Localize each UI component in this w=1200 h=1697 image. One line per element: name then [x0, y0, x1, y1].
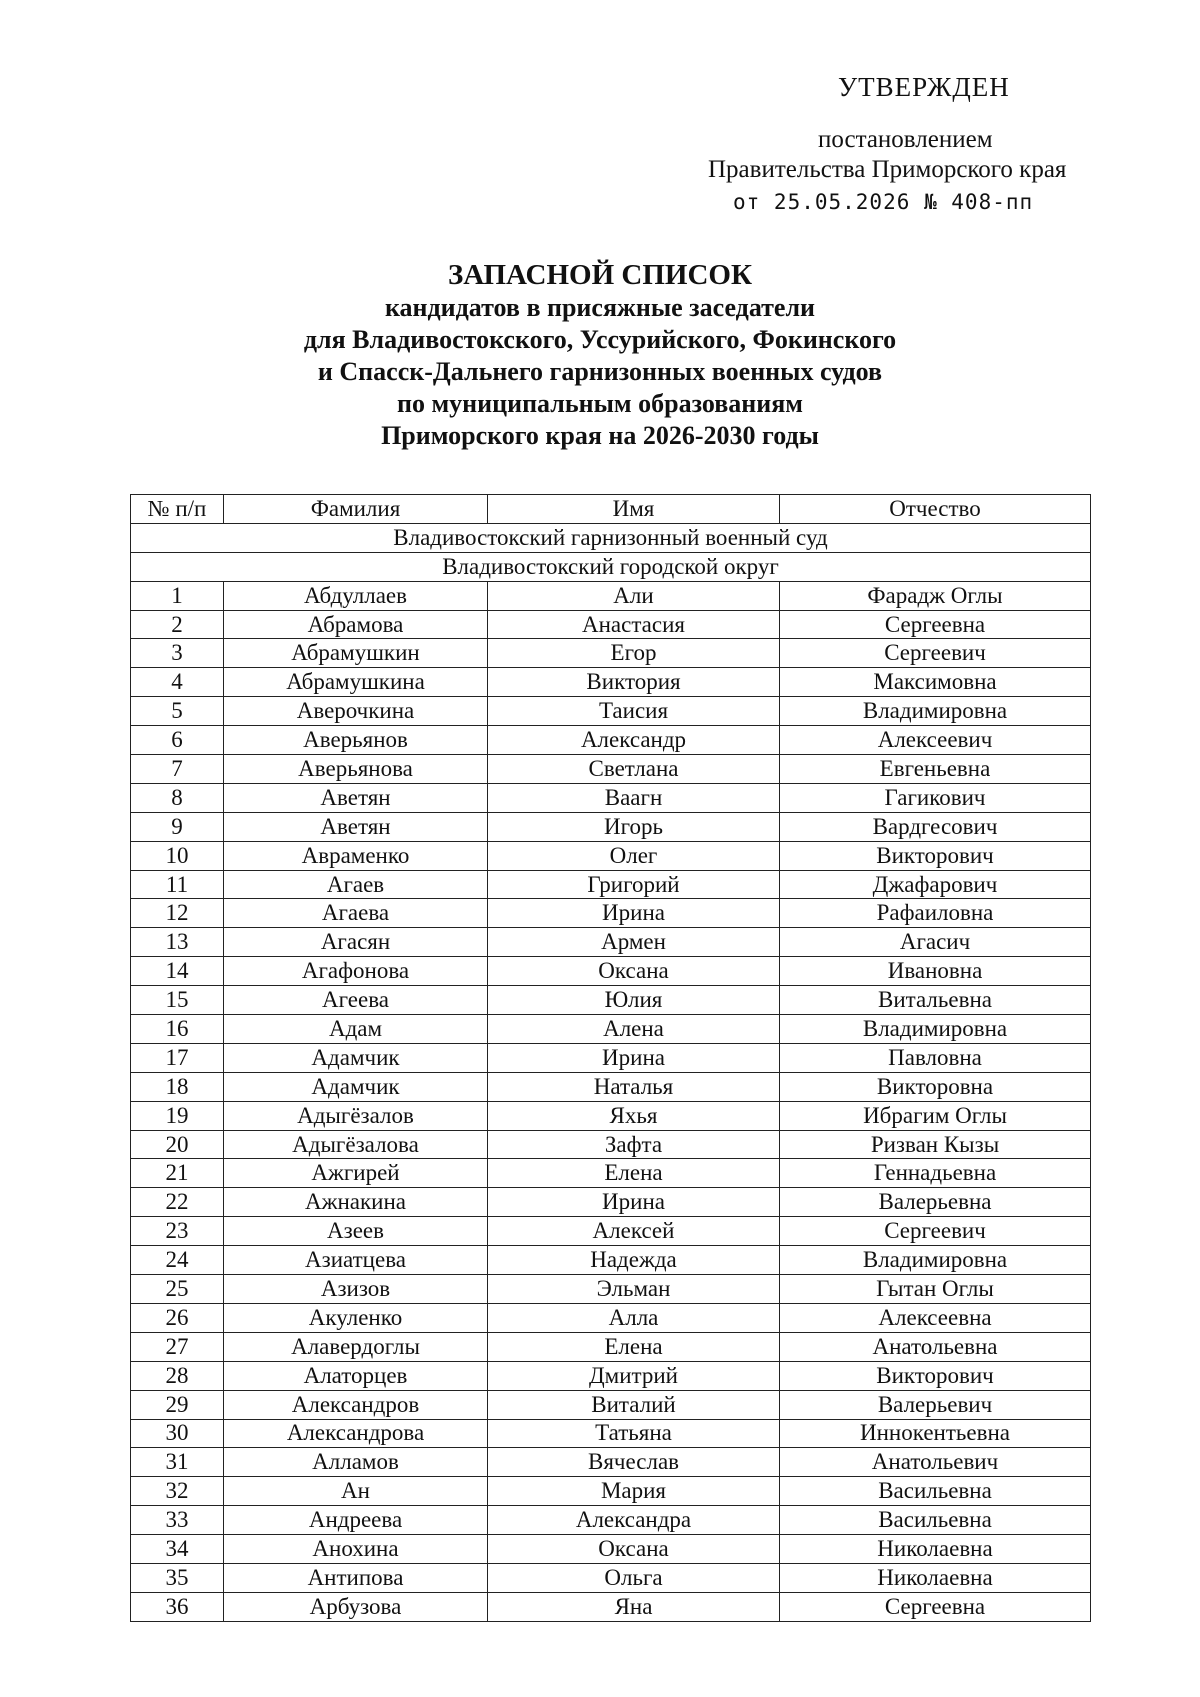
table-row — [131, 610, 1091, 639]
cell-last-name: Агеева — [224, 986, 488, 1015]
table-row — [131, 986, 1091, 1015]
cell-number: 22 — [131, 1188, 224, 1217]
cell-number: 19 — [131, 1101, 224, 1130]
cell-first-name: Елена — [488, 1159, 780, 1188]
cell-first-name: Олег — [488, 841, 780, 870]
cell-last-name: Анохина — [224, 1535, 488, 1564]
cell-last-name: Агасян — [224, 928, 488, 957]
table-row — [131, 1535, 1091, 1564]
cell-first-name: Ольга — [488, 1563, 780, 1592]
cell-number: 36 — [131, 1592, 224, 1621]
cell-last-name: Адамчик — [224, 1072, 488, 1101]
cell-last-name: Абрамова — [224, 610, 488, 639]
cell-number: 25 — [131, 1275, 224, 1304]
cell-first-name: Ирина — [488, 1043, 780, 1072]
cell-first-name: Таисия — [488, 697, 780, 726]
heading-line-5: Приморского края на 2026-2030 годы — [381, 421, 819, 450]
cell-number: 3 — [131, 639, 224, 668]
heading-line-2: для Владивостокского, Уссурийского, Фокинского — [303, 325, 897, 354]
table-row — [131, 957, 1091, 986]
table-row — [131, 870, 1091, 899]
table-row — [131, 1101, 1091, 1130]
cell-number: 33 — [131, 1506, 224, 1535]
approval-by: постановлением — [818, 126, 993, 153]
heading-line-4: по муниципальным образованиям — [396, 389, 804, 418]
cell-last-name: Андреева — [224, 1506, 488, 1535]
cell-patronymic: Агасич — [780, 928, 1091, 957]
table-row — [131, 639, 1091, 668]
cell-last-name: Агафонова — [224, 957, 488, 986]
cell-patronymic: Владимировна — [780, 1015, 1091, 1044]
cell-patronymic: Максимовна — [780, 668, 1091, 697]
cell-patronymic: Ивановна — [780, 957, 1091, 986]
cell-patronymic: Гагикович — [780, 783, 1091, 812]
heading-line-3: и Спасск-Дальнего гарнизонных военных судов — [317, 357, 883, 386]
cell-last-name: Агаева — [224, 899, 488, 928]
table-row — [131, 1477, 1091, 1506]
approval-authority: Правительства Приморского края — [708, 156, 1067, 183]
cell-number: 28 — [131, 1361, 224, 1390]
cell-first-name: Григорий — [488, 870, 780, 899]
cell-last-name: Абрамушкина — [224, 668, 488, 697]
cell-number: 20 — [131, 1130, 224, 1159]
cell-number: 34 — [131, 1535, 224, 1564]
table-row — [131, 812, 1091, 841]
cell-patronymic: Рафаиловна — [780, 899, 1091, 928]
cell-last-name: Аверьянов — [224, 726, 488, 755]
table-row — [131, 1563, 1091, 1592]
cell-first-name: Оксана — [488, 1535, 780, 1564]
table-row — [131, 899, 1091, 928]
cell-patronymic: Валерьевич — [780, 1390, 1091, 1419]
header-first-name: Имя — [488, 495, 780, 524]
cell-patronymic: Сергеевич — [780, 639, 1091, 668]
document-title: ЗАПАСНОЙ СПИСОК — [447, 259, 753, 291]
header-patronymic: Отчество — [780, 495, 1091, 524]
cell-number: 29 — [131, 1390, 224, 1419]
table-row — [131, 726, 1091, 755]
cell-first-name: Виталий — [488, 1390, 780, 1419]
cell-number: 1 — [131, 581, 224, 610]
cell-last-name: Азиатцева — [224, 1246, 488, 1275]
cell-patronymic: Анатольевич — [780, 1448, 1091, 1477]
cell-first-name: Армен — [488, 928, 780, 957]
cell-first-name: Зафта — [488, 1130, 780, 1159]
cell-patronymic: Сергеевич — [780, 1217, 1091, 1246]
cell-first-name: Дмитрий — [488, 1361, 780, 1390]
cell-first-name: Алла — [488, 1303, 780, 1332]
cell-last-name: Аветян — [224, 783, 488, 812]
cell-first-name: Александра — [488, 1506, 780, 1535]
cell-patronymic: Джафарович — [780, 870, 1091, 899]
cell-patronymic: Ибрагим Оглы — [780, 1101, 1091, 1130]
cell-patronymic: Павловна — [780, 1043, 1091, 1072]
cell-first-name: Юлия — [488, 986, 780, 1015]
table-row — [131, 1419, 1091, 1448]
cell-first-name: Игорь — [488, 812, 780, 841]
cell-last-name: Антипова — [224, 1563, 488, 1592]
table-row — [131, 1361, 1091, 1390]
cell-number: 16 — [131, 1015, 224, 1044]
cell-last-name: Абрамушкин — [224, 639, 488, 668]
table-row — [131, 1506, 1091, 1535]
table-row — [131, 1159, 1091, 1188]
table-row — [131, 1303, 1091, 1332]
cell-patronymic: Гытан Оглы — [780, 1275, 1091, 1304]
cell-last-name: Акуленко — [224, 1303, 488, 1332]
candidates-table — [130, 494, 1091, 1622]
cell-last-name: Алламов — [224, 1448, 488, 1477]
table-row — [131, 1015, 1091, 1044]
header-last-name: Фамилия — [224, 495, 488, 524]
table-row — [131, 783, 1091, 812]
cell-number: 5 — [131, 697, 224, 726]
table-row — [131, 928, 1091, 957]
cell-patronymic: Ризван Кызы — [780, 1130, 1091, 1159]
cell-patronymic: Владимировна — [780, 697, 1091, 726]
cell-patronymic: Алексеевна — [780, 1303, 1091, 1332]
cell-patronymic: Николаевна — [780, 1563, 1091, 1592]
cell-number: 26 — [131, 1303, 224, 1332]
cell-last-name: Адамчик — [224, 1043, 488, 1072]
cell-last-name: Адам — [224, 1015, 488, 1044]
cell-first-name: Яна — [488, 1592, 780, 1621]
cell-first-name: Анастасия — [488, 610, 780, 639]
table-row — [131, 1332, 1091, 1361]
table-row — [131, 697, 1091, 726]
cell-patronymic: Витальевна — [780, 986, 1091, 1015]
cell-last-name: Алавердоглы — [224, 1332, 488, 1361]
cell-last-name: Ан — [224, 1477, 488, 1506]
table-row — [131, 1448, 1091, 1477]
cell-patronymic: Вардгесович — [780, 812, 1091, 841]
cell-number: 21 — [131, 1159, 224, 1188]
district-name: Владивостокский городской округ — [131, 552, 1091, 581]
cell-last-name: Арбузова — [224, 1592, 488, 1621]
cell-patronymic: Геннадьевна — [780, 1159, 1091, 1188]
cell-patronymic: Евгеньевна — [780, 755, 1091, 784]
cell-first-name: Али — [488, 581, 780, 610]
cell-first-name: Оксана — [488, 957, 780, 986]
cell-patronymic: Алексеевич — [780, 726, 1091, 755]
cell-number: 14 — [131, 957, 224, 986]
cell-number: 30 — [131, 1419, 224, 1448]
cell-last-name: Азеев — [224, 1217, 488, 1246]
cell-last-name: Азизов — [224, 1275, 488, 1304]
document-number: от 25.05.2026 № 408-пп — [733, 190, 1034, 214]
cell-number: 13 — [131, 928, 224, 957]
cell-last-name: Александрова — [224, 1419, 488, 1448]
cell-patronymic: Иннокентьевна — [780, 1419, 1091, 1448]
cell-number: 15 — [131, 986, 224, 1015]
table-row — [131, 1043, 1091, 1072]
approval-title: УТВЕРЖДЕН — [838, 72, 1010, 102]
cell-first-name: Эльман — [488, 1275, 780, 1304]
cell-number: 31 — [131, 1448, 224, 1477]
table-row — [131, 1246, 1091, 1275]
cell-number: 10 — [131, 841, 224, 870]
cell-last-name: Аверьянова — [224, 755, 488, 784]
cell-patronymic: Фарадж Оглы — [780, 581, 1091, 610]
court-row — [131, 523, 1091, 552]
cell-first-name: Светлана — [488, 755, 780, 784]
cell-number: 7 — [131, 755, 224, 784]
cell-first-name: Виктория — [488, 668, 780, 697]
cell-patronymic: Викторович — [780, 841, 1091, 870]
cell-first-name: Егор — [488, 639, 780, 668]
table-row — [131, 1217, 1091, 1246]
cell-last-name: Ажнакина — [224, 1188, 488, 1217]
cell-number: 17 — [131, 1043, 224, 1072]
table-row — [131, 1592, 1091, 1621]
cell-first-name: Надежда — [488, 1246, 780, 1275]
cell-last-name: Ажгирей — [224, 1159, 488, 1188]
cell-first-name: Татьяна — [488, 1419, 780, 1448]
cell-last-name: Аверочкина — [224, 697, 488, 726]
table-row — [131, 841, 1091, 870]
court-name: Владивостокский гарнизонный военный суд — [131, 523, 1091, 552]
cell-number: 8 — [131, 783, 224, 812]
cell-first-name: Наталья — [488, 1072, 780, 1101]
cell-patronymic: Викторович — [780, 1361, 1091, 1390]
cell-first-name: Яхья — [488, 1101, 780, 1130]
cell-number: 4 — [131, 668, 224, 697]
header-number: № п/п — [131, 495, 224, 524]
cell-number: 12 — [131, 899, 224, 928]
cell-number: 2 — [131, 610, 224, 639]
cell-number: 6 — [131, 726, 224, 755]
cell-first-name: Александр — [488, 726, 780, 755]
cell-first-name: Алена — [488, 1015, 780, 1044]
cell-patronymic: Викторовна — [780, 1072, 1091, 1101]
table-header-row — [131, 495, 1091, 524]
cell-last-name: Агаев — [224, 870, 488, 899]
cell-patronymic: Васильевна — [780, 1506, 1091, 1535]
table-row — [131, 581, 1091, 610]
cell-first-name: Мария — [488, 1477, 780, 1506]
cell-number: 27 — [131, 1332, 224, 1361]
cell-patronymic: Николаевна — [780, 1535, 1091, 1564]
cell-last-name: Александров — [224, 1390, 488, 1419]
heading-line-1: кандидатов в присяжные заседатели — [384, 293, 816, 322]
cell-first-name: Алексей — [488, 1217, 780, 1246]
cell-last-name: Алаторцев — [224, 1361, 488, 1390]
cell-last-name: Аветян — [224, 812, 488, 841]
district-row — [131, 552, 1091, 581]
cell-first-name: Ирина — [488, 1188, 780, 1217]
cell-number: 11 — [131, 870, 224, 899]
cell-number: 35 — [131, 1563, 224, 1592]
cell-last-name: Адыгёзалов — [224, 1101, 488, 1130]
cell-patronymic: Владимировна — [780, 1246, 1091, 1275]
cell-patronymic: Сергеевна — [780, 610, 1091, 639]
document-heading — [0, 258, 1200, 452]
table-row — [131, 1072, 1091, 1101]
cell-patronymic: Васильевна — [780, 1477, 1091, 1506]
table-row — [131, 755, 1091, 784]
cell-first-name: Елена — [488, 1332, 780, 1361]
cell-last-name: Авраменко — [224, 841, 488, 870]
cell-last-name: Абдуллаев — [224, 581, 488, 610]
cell-number: 9 — [131, 812, 224, 841]
table-row — [131, 1390, 1091, 1419]
cell-last-name: Адыгёзалова — [224, 1130, 488, 1159]
cell-first-name: Ирина — [488, 899, 780, 928]
cell-number: 24 — [131, 1246, 224, 1275]
table-row — [131, 1188, 1091, 1217]
table-row — [131, 1275, 1091, 1304]
cell-patronymic: Анатольевна — [780, 1332, 1091, 1361]
table-row — [131, 668, 1091, 697]
table-row — [131, 1130, 1091, 1159]
cell-first-name: Ваагн — [488, 783, 780, 812]
cell-first-name: Вячеслав — [488, 1448, 780, 1477]
cell-number: 32 — [131, 1477, 224, 1506]
cell-number: 23 — [131, 1217, 224, 1246]
cell-patronymic: Валерьевна — [780, 1188, 1091, 1217]
cell-patronymic: Сергеевна — [780, 1592, 1091, 1621]
cell-number: 18 — [131, 1072, 224, 1101]
